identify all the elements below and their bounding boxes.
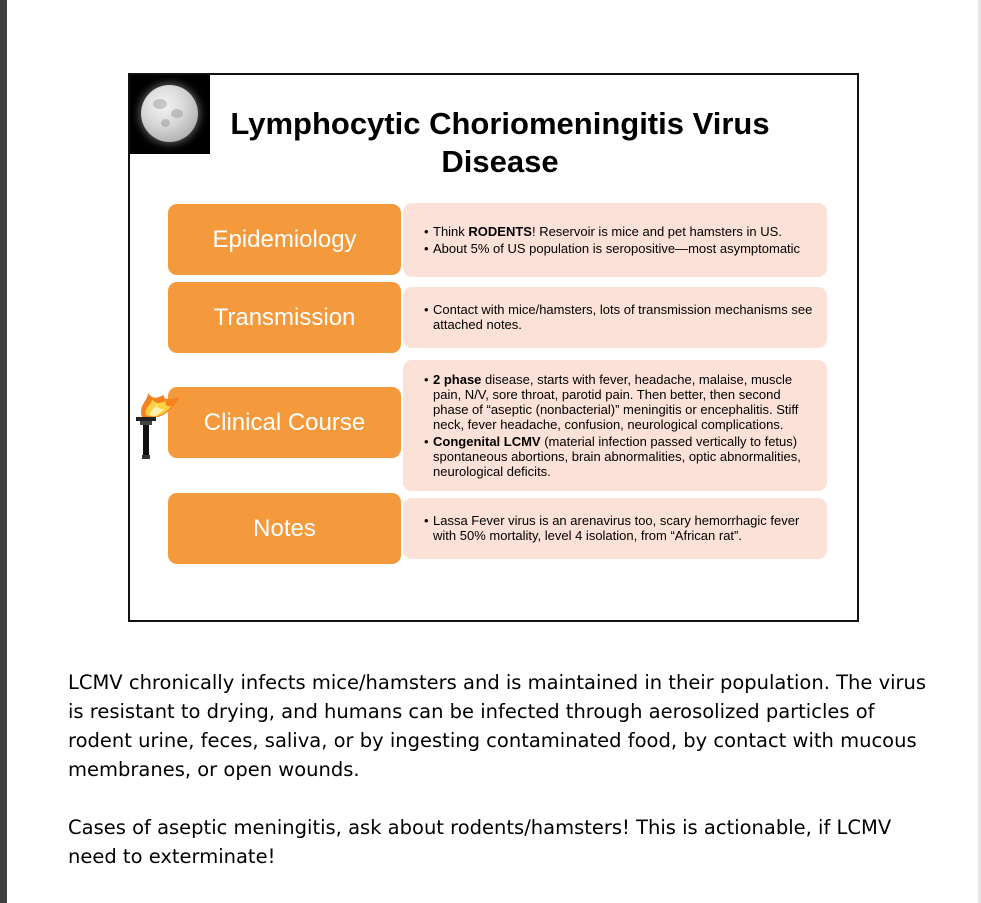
slide-image: [128, 73, 859, 622]
viewer-left-edge: [0, 0, 7, 903]
label-text: Epidemiology: [212, 225, 357, 253]
bullet-item: • About 5% of US population is seropositive—most asymptomatic: [424, 241, 813, 256]
bullet-item: • Congenital LCMV (material infection passed vertically to fetus) spontaneous abortions, brain abnormalities, optic abnormalities, neurological deficits.: [424, 434, 813, 479]
bullet-item: • Contact with mice/hamsters, lots of transmission mechanisms see attached notes.: [424, 302, 813, 332]
detail-epidemiology: [403, 203, 827, 277]
bullet-item: • Think RODENTS! Reservoir is mice and pet hamsters in US.: [424, 224, 813, 239]
slide-title-line1: Lymphocytic Choriomeningitis Virus: [230, 106, 770, 141]
slide-title: [190, 105, 810, 181]
label-epidemiology: [168, 204, 401, 275]
label-text: Clinical Course: [203, 408, 366, 436]
detail-notes: [403, 498, 827, 559]
label-text: Notes: [253, 514, 316, 542]
note-paragraph-2: Cases of aseptic meningitis, ask about rodents/hamsters! This is actionable, if LCMV need to exterminate!: [68, 816, 892, 868]
bullet-item: • Lassa Fever virus is an arenavirus too, scary hemorrhagic fever with 50% mortality, level 4 isolation, from “African rat”.: [424, 513, 813, 543]
detail-clinical-course: [403, 360, 827, 491]
label-clinical-course: [168, 387, 401, 458]
label-text: Transmission: [213, 303, 356, 331]
detail-transmission: [403, 287, 827, 348]
slide-title-line2: Disease: [441, 144, 559, 179]
label-transmission: [168, 282, 401, 353]
torch-icon: [134, 391, 182, 461]
label-notes: [168, 493, 401, 564]
bullet-item: • 2 phase disease, starts with fever, headache, malaise, muscle pain, N/V, sore throat, parotid pain. Then better, then second phase of “aseptic (nonbacterial)” meningitis or encephalitis. Stiff neck, fever headache, confusion, neurological complications.: [424, 372, 813, 432]
note-paragraph-1: LCMV chronically infects mice/hamsters and is maintained in their population. The virus is resistant to drying, and humans can be infected through aerosolized particles of rodent urine, feces, saliva, or by ingesting contaminated food, by contact with mucous membranes, or open wounds.: [68, 671, 927, 781]
